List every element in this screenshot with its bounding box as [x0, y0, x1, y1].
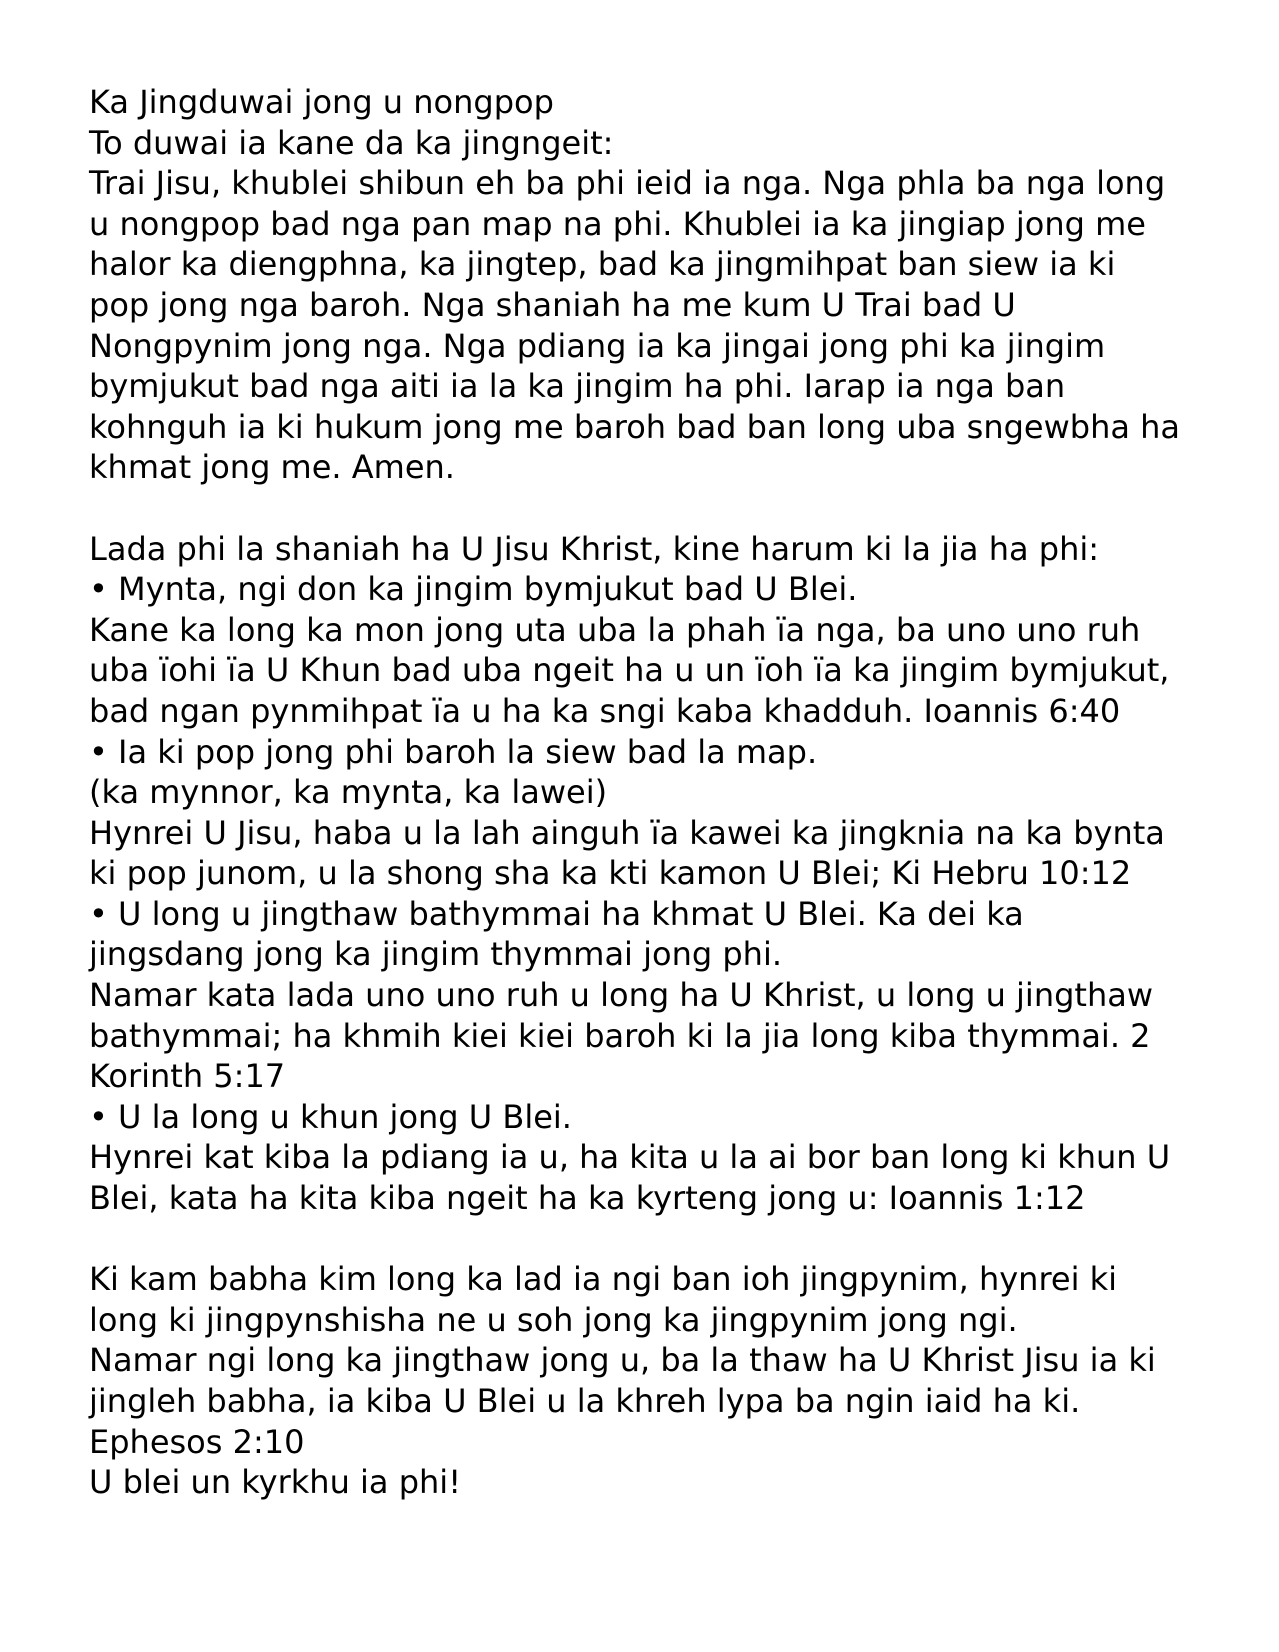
- prayer-line: u nongpop bad nga pan map na phi. Khublei ia ka jingiap jong me: [89, 204, 1146, 243]
- scripture-line: Namar ngi long ka jingthaw jong u, ba la thaw ha U Khrist Jisu ia ki: [89, 1341, 1156, 1380]
- bullet-point: • Mynta, ngi don ka jingim bymjukut bad U Blei.: [89, 570, 858, 609]
- paragraph-spacer: [89, 488, 1219, 529]
- scripture-line: Korinth 5:17: [89, 1057, 286, 1096]
- body-line: (ka mynnor, ka mynta, ka lawei): [89, 773, 608, 812]
- scripture-line: Blei, kata ha kita kiba ngeit ha ka kyrteng jong u: Ioannis 1:12: [89, 1179, 1086, 1218]
- prayer-line: khmat jong me. Amen.: [89, 448, 455, 487]
- scripture-line: Hynrei kat kiba la pdiang ia u, ha kita u la ai bor ban long ki khun U: [89, 1138, 1171, 1177]
- body-line: jingsdang jong ka jingim thymmai jong phi.: [89, 935, 782, 974]
- paragraph-spacer: [89, 1219, 1219, 1260]
- scripture-line: Hynrei U Jisu, haba u la lah ainguh ïa kawei ka jingknia na ka bynta: [89, 813, 1165, 852]
- section-intro: Lada phi la shaniah ha U Jisu Khrist, kine harum ki la jia ha phi:: [89, 529, 1100, 568]
- prayer-line: Nongpynim jong nga. Nga pdiang ia ka jingai jong phi ka jingim: [89, 326, 1106, 365]
- body-line: Ki kam babha kim long ka lad ia ngi ban ioh jingpynim, hynrei ki: [89, 1260, 1118, 1299]
- bullet-point: • U la long u khun jong U Blei.: [89, 1097, 572, 1136]
- scripture-line: Ephesos 2:10: [89, 1422, 305, 1461]
- document-title: Ka Jingduwai jong u nongpop: [89, 83, 554, 121]
- scripture-line: jingleh babha, ia kiba U Blei u la khreh lypa ba ngin iaid ha ki.: [89, 1382, 1081, 1420]
- scripture-line: ki pop junom, u la shong sha ka kti kamon U Blei; Ki Hebru 10:12: [89, 854, 1132, 893]
- prayer-line: bymjukut bad nga aiti ia la ka jingim ha phi. Iarap ia nga ban: [89, 367, 1066, 406]
- scripture-line: Namar kata lada uno uno ruh u long ha U Khrist, u long u jingthaw: [89, 976, 1154, 1015]
- scripture-line: bathymmai; ha khmih kiei kiei baroh ki la jia long kiba thymmai. 2: [89, 1016, 1151, 1055]
- bullet-point: • U long u jingthaw bathymmai ha khmat U Blei. Ka dei ka: [89, 894, 1024, 933]
- prayer-line: Trai Jisu, khublei shibun eh ba phi ieid ia nga. Nga phla ba nga long: [89, 164, 1166, 203]
- scripture-line: bad ngan pynmihpat ïa u ha ka sngi kaba khadduh. Ioannis 6:40: [89, 691, 1121, 730]
- prayer-line: halor ka diengphna, ka jingtep, bad ka jingmihpat ban siew ia ki: [89, 245, 1116, 284]
- prayer-intro: To duwai ia kane da ka jingngeit:: [89, 123, 614, 162]
- prayer-line: pop jong nga baroh. Nga shaniah ha me kum U Trai bad U: [89, 285, 1016, 324]
- scripture-line: uba ïohi ïa U Khun bad uba ngeit ha u un ïoh ïa ka jingim bymjukut,: [89, 651, 1170, 690]
- bullet-point: • Ia ki pop jong phi baroh la siew bad la map.: [89, 732, 818, 771]
- prayer-line: kohnguh ia ki hukum jong me baroh bad ban long uba sngewbha ha: [89, 407, 1181, 446]
- closing-blessing: U blei un kyrkhu ia phi!: [89, 1463, 462, 1502]
- scripture-line: Kane ka long ka mon jong uta uba la phah ïa nga, ba uno uno ruh: [89, 610, 1141, 649]
- body-line: long ki jingpynshisha ne u soh jong ka jingpynim jong ngi.: [89, 1300, 1018, 1339]
